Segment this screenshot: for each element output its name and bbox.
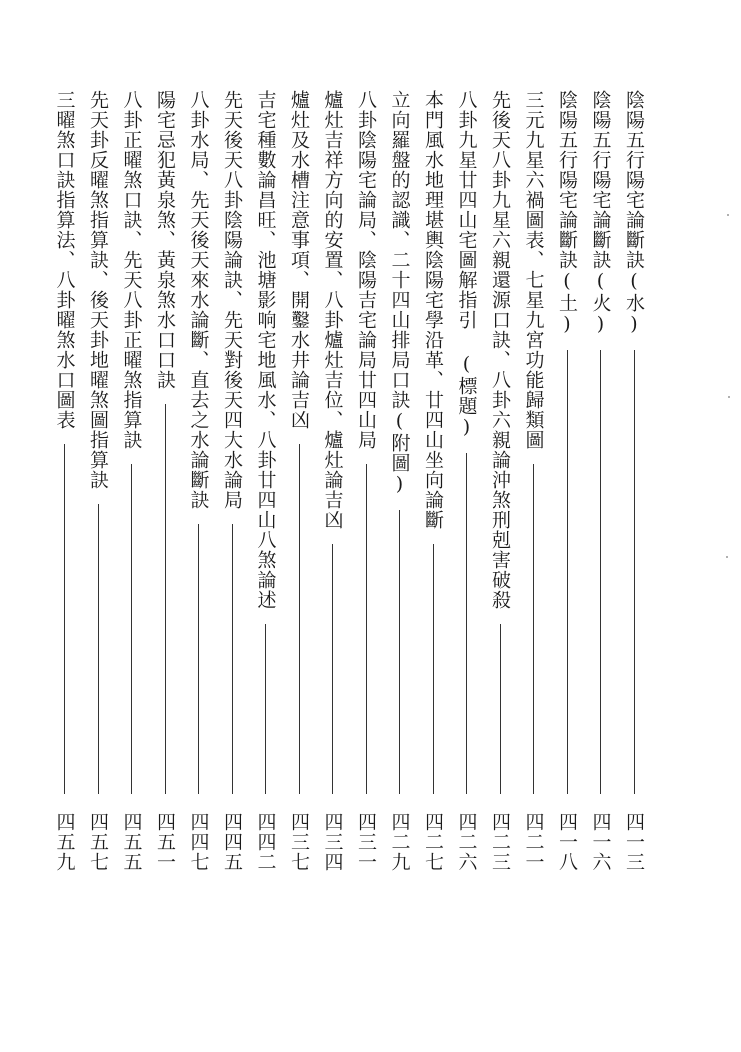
toc-entry-page: 四三七 [288, 812, 310, 872]
toc-entry-title: 八卦水局、先天後天來水論斷、直去之水論斷訣 [187, 90, 210, 510]
toc-entry-page: 四四二 [254, 812, 277, 872]
toc-entry-title: 陽宅忌犯黃泉煞、黃泉煞水口口訣 [154, 90, 176, 390]
leader-line [232, 524, 233, 794]
toc-entry-title: 爐灶及水槽注意事項、開鑿水井論吉凶 [288, 90, 310, 430]
leader-line [131, 464, 132, 794]
toc-entry-page: 四五七 [87, 812, 109, 872]
toc-entry-title: 三元九星六禍圖表、七星九宮功能歸類圖 [522, 90, 545, 450]
toc-entry [386, 90, 414, 890]
toc-entry [118, 90, 146, 890]
toc-entry-page: 四二一 [522, 812, 545, 872]
leader-line [533, 464, 534, 794]
leader-line [433, 544, 434, 794]
toc-entry-title: 先後天八卦九星六親還源口訣、八卦六親論沖煞刑剋害破殺 [489, 90, 511, 610]
toc-entry-page: 四三一 [355, 812, 377, 872]
leader-line [265, 624, 266, 794]
margin-mark [728, 396, 730, 398]
leader-line [500, 624, 501, 794]
toc-entry-page: 四二六 [455, 812, 478, 872]
toc-entry-page: 四五一 [154, 812, 176, 872]
toc-entry-page: 四五九 [53, 812, 76, 872]
leader-line [634, 350, 635, 794]
toc-entry [218, 90, 246, 890]
toc-entry-title: 陰陽五行陽宅論斷訣(水) [623, 90, 645, 336]
toc-entry [352, 90, 380, 890]
toc-entry-title: 陰陽五行陽宅論斷訣(土) [556, 90, 578, 336]
toc-entry-title: 本門風水地理堪輿陰陽宅學沿革、廿四山坐向論斷 [422, 90, 444, 530]
leader-line [299, 444, 300, 794]
toc-entry-title: 八卦陰陽宅論局、陰陽吉宅論局廿四山局 [355, 90, 377, 450]
toc-entry [553, 90, 581, 890]
toc-entry [486, 90, 514, 890]
toc-entry-title: 先天卦反曜煞指算訣、後天卦地曜煞圖指算訣 [87, 90, 109, 490]
toc-entry [151, 90, 179, 890]
toc-entry-title: 立向羅盤的認識、二十四山排局口訣(附圖) [388, 90, 411, 496]
toc-entry [620, 90, 648, 890]
toc-entry-title: 八卦九星廿四山宅圖解指引 (標題) [455, 90, 478, 439]
leader-line [165, 404, 166, 794]
leader-line [198, 524, 199, 794]
toc-entry [419, 90, 447, 890]
leader-line [399, 510, 400, 794]
toc-entry [51, 90, 79, 890]
toc-entry [285, 90, 313, 890]
toc-entry-page: 四二三 [489, 812, 511, 872]
toc-entry-page: 四三四 [321, 812, 344, 872]
toc-entry-title: 吉宅種數論昌旺、池塘影响宅地風水、八卦廿四山八煞論述 [254, 90, 277, 610]
toc-entry [252, 90, 280, 890]
toc-entry [185, 90, 213, 890]
toc-entry-page: 四一八 [556, 812, 578, 872]
toc-entry [520, 90, 548, 890]
leader-line [567, 350, 568, 794]
leader-line [600, 350, 601, 794]
toc-entry-page: 四四七 [187, 812, 210, 872]
toc-entry-page: 四二七 [422, 812, 444, 872]
toc-entry-page: 四四五 [221, 812, 243, 872]
toc-entry-title: 先天後天八卦陰陽論訣、先天對後天四大水論局 [221, 90, 243, 510]
leader-line [366, 464, 367, 794]
toc-entry-page: 四二九 [388, 812, 411, 872]
leader-line [466, 453, 467, 794]
toc-entry-title: 陰陽五行陽宅論斷訣(火) [589, 90, 612, 336]
toc-entry [453, 90, 481, 890]
toc-entry-title: 八卦正曜煞口訣、先天八卦正曜煞指算訣 [120, 90, 143, 450]
margin-mark [726, 556, 728, 558]
leader-line [64, 444, 65, 794]
margin-mark [727, 214, 729, 216]
toc-entry-page: 四一三 [623, 812, 645, 872]
leader-line [98, 504, 99, 794]
toc-entry [84, 90, 112, 890]
toc-entry [587, 90, 615, 890]
leader-line [332, 544, 333, 794]
toc-entry-title: 三曜煞口訣指算法、八卦曜煞水口圖表 [53, 90, 76, 430]
toc-entry-title: 爐灶吉祥方向的安置、八卦爐灶吉位、爐灶論吉凶 [321, 90, 344, 530]
toc-entry [319, 90, 347, 890]
toc-entry-page: 四五五 [120, 812, 143, 872]
toc-entry-page: 四一六 [589, 812, 612, 872]
